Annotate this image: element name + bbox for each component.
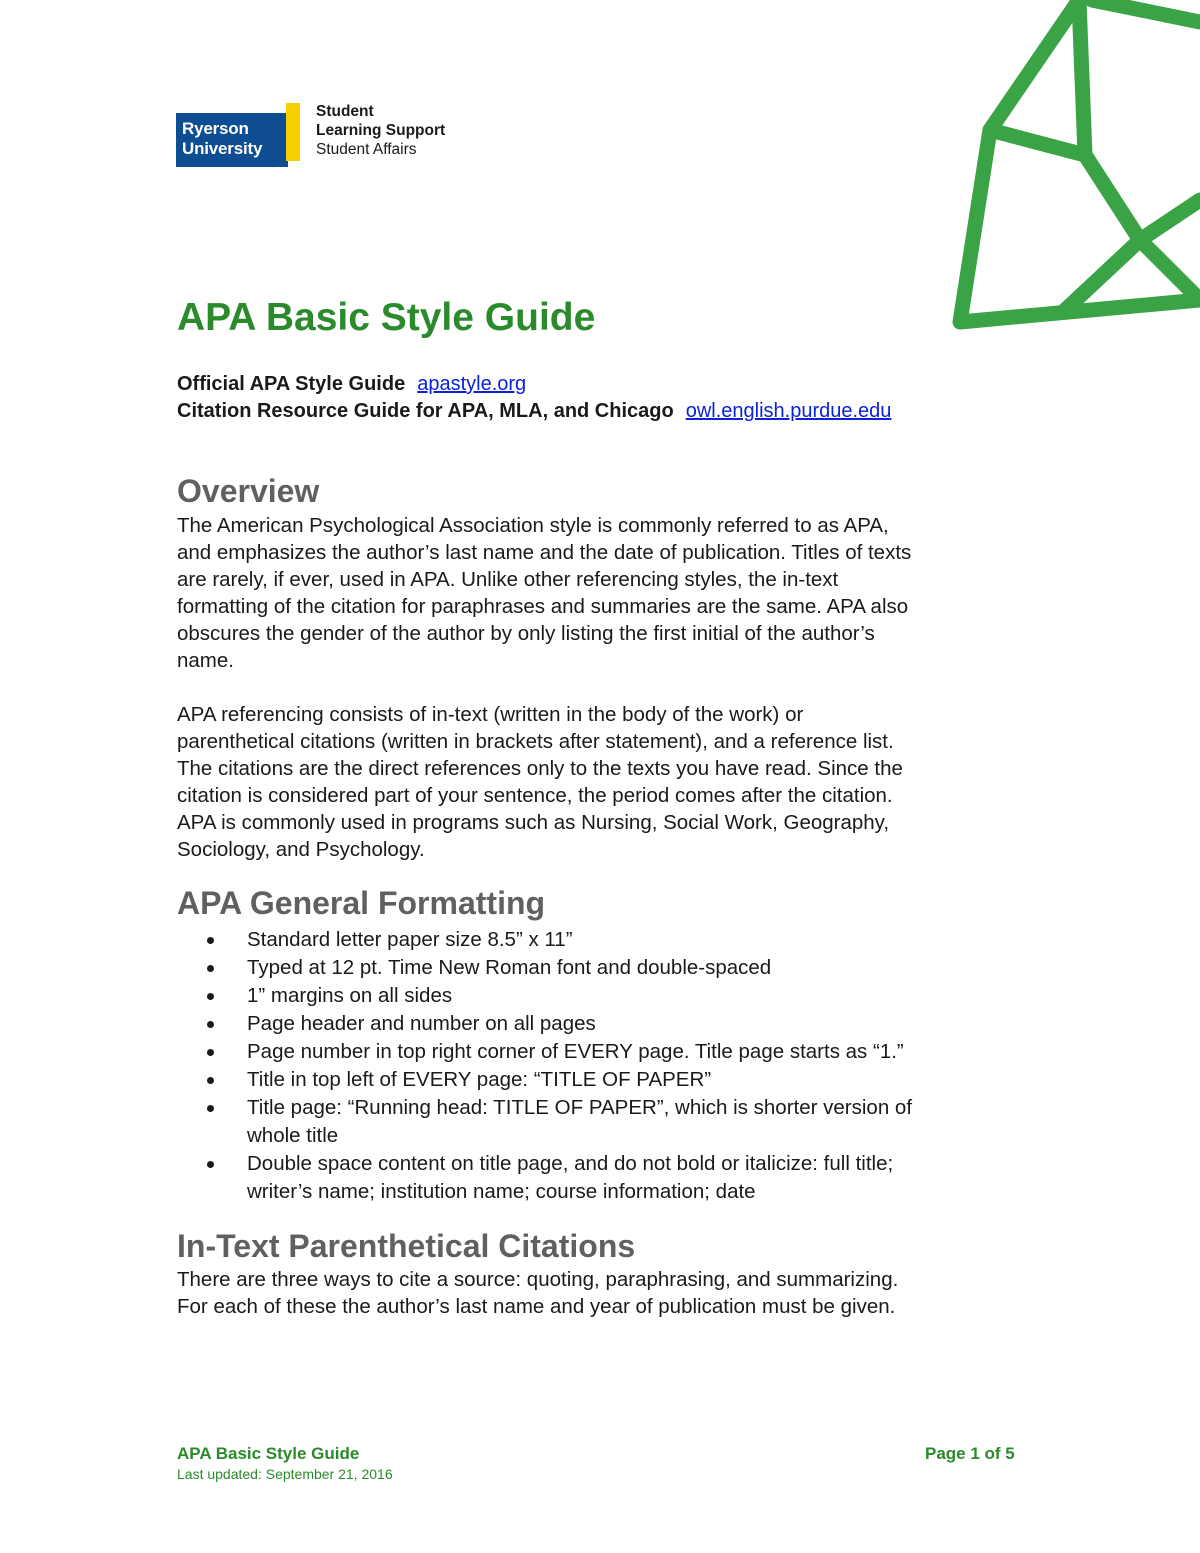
list-item <box>177 1010 1037 1038</box>
resource-links <box>177 371 891 425</box>
resource-row-apa <box>177 371 891 398</box>
text-line: formatting of the citation for paraphrases and summaries are the same. APA also <box>177 595 909 618</box>
footer-page-number: Page 1 of 5 <box>925 1444 1015 1463</box>
list-item-text: Standard letter paper size 8.5” x 11” <box>247 928 573 951</box>
logo-university-line1: Ryerson <box>182 119 249 138</box>
list-item <box>177 1066 1037 1094</box>
list-item <box>177 1094 1037 1150</box>
resource-label-apa: Official APA Style Guide <box>177 373 406 395</box>
overview-paragraph-1 <box>177 512 1037 674</box>
footer-title: APA Basic Style Guide <box>177 1444 360 1463</box>
list-item <box>177 982 1037 1010</box>
text-line: For each of these the author’s last name and year of publication must be given. <box>177 1295 896 1318</box>
list-item-text: writer’s name; institution name; course information; date <box>247 1180 756 1203</box>
logo-yellow-bar <box>286 103 300 161</box>
list-item <box>177 1150 1037 1206</box>
logo-dept-line1: Student <box>316 103 374 120</box>
text-line: The American Psychological Association style is commonly referred to as APA, <box>177 514 889 537</box>
document-title: APA Basic Style Guide <box>177 296 596 339</box>
overview-heading: Overview <box>177 473 320 509</box>
decorative-green-polygon <box>0 0 1200 400</box>
list-item <box>177 1038 1037 1066</box>
resource-label-owl: Citation Resource Guide for APA, MLA, and Chicago <box>177 400 674 422</box>
list-item-text: whole title <box>247 1124 339 1147</box>
resource-row-owl <box>177 398 891 425</box>
text-line: APA is commonly used in programs such as Nursing, Social Work, Geography, <box>177 811 890 834</box>
list-item-text: Title page: “Running head: TITLE OF PAPER”, which is shorter version of <box>247 1096 913 1119</box>
list-item-text: Double space content on title page, and do not bold or italicize: full title; <box>247 1152 894 1175</box>
list-item-text: Page header and number on all pages <box>247 1012 596 1035</box>
list-item-text: Page number in top right corner of EVERY page. Title page starts as “1.” <box>247 1040 904 1063</box>
logo-dept-line3: Student Affairs <box>316 141 417 158</box>
apastyle-link[interactable]: apastyle.org <box>417 373 527 395</box>
logo-dept-line2: Learning Support <box>316 122 446 139</box>
text-line: Sociology, and Psychology. <box>177 838 425 861</box>
citations-paragraph <box>177 1266 1037 1320</box>
text-line: APA referencing consists of in-text (written in the body of the work) or <box>177 703 804 726</box>
logo-department <box>316 102 445 159</box>
citations-heading: In-Text Parenthetical Citations <box>177 1228 636 1264</box>
text-line: and emphasizes the author’s last name and the date of publication. Titles of texts <box>177 541 912 564</box>
list-item <box>177 926 1037 954</box>
text-line: citation is considered part of your sentence, the period comes after the citation. <box>177 784 893 807</box>
footer-updated: Last updated: September 21, 2016 <box>177 1466 393 1482</box>
text-line: are rarely, if ever, used in APA. Unlike other referencing styles, the in-text <box>177 568 839 591</box>
formatting-heading: APA General Formatting <box>177 885 546 921</box>
ryerson-logo <box>176 113 288 167</box>
text-line: parenthetical citations (written in brackets after statement), and a reference list. <box>177 730 894 753</box>
text-line: The citations are the direct references only to the texts you have read. Since the <box>177 757 903 780</box>
logo-university-line2: University <box>182 139 263 158</box>
list-item-text: Typed at 12 pt. Time New Roman font and double-spaced <box>247 956 772 979</box>
purdue-owl-link[interactable]: owl.english.purdue.edu <box>685 400 892 422</box>
list-item-text: Title in top left of EVERY page: “TITLE OF PAPER” <box>247 1068 712 1091</box>
list-item-text: 1” margins on all sides <box>247 984 453 1007</box>
list-item <box>177 954 1037 982</box>
text-line: There are three ways to cite a source: quoting, paraphrasing, and summarizing. <box>177 1268 899 1291</box>
text-line: name. <box>177 649 234 672</box>
text-line: obscures the gender of the author by only listing the first initial of the author’s <box>177 622 875 645</box>
formatting-list <box>177 926 1037 1206</box>
overview-paragraph-2 <box>177 701 1037 863</box>
